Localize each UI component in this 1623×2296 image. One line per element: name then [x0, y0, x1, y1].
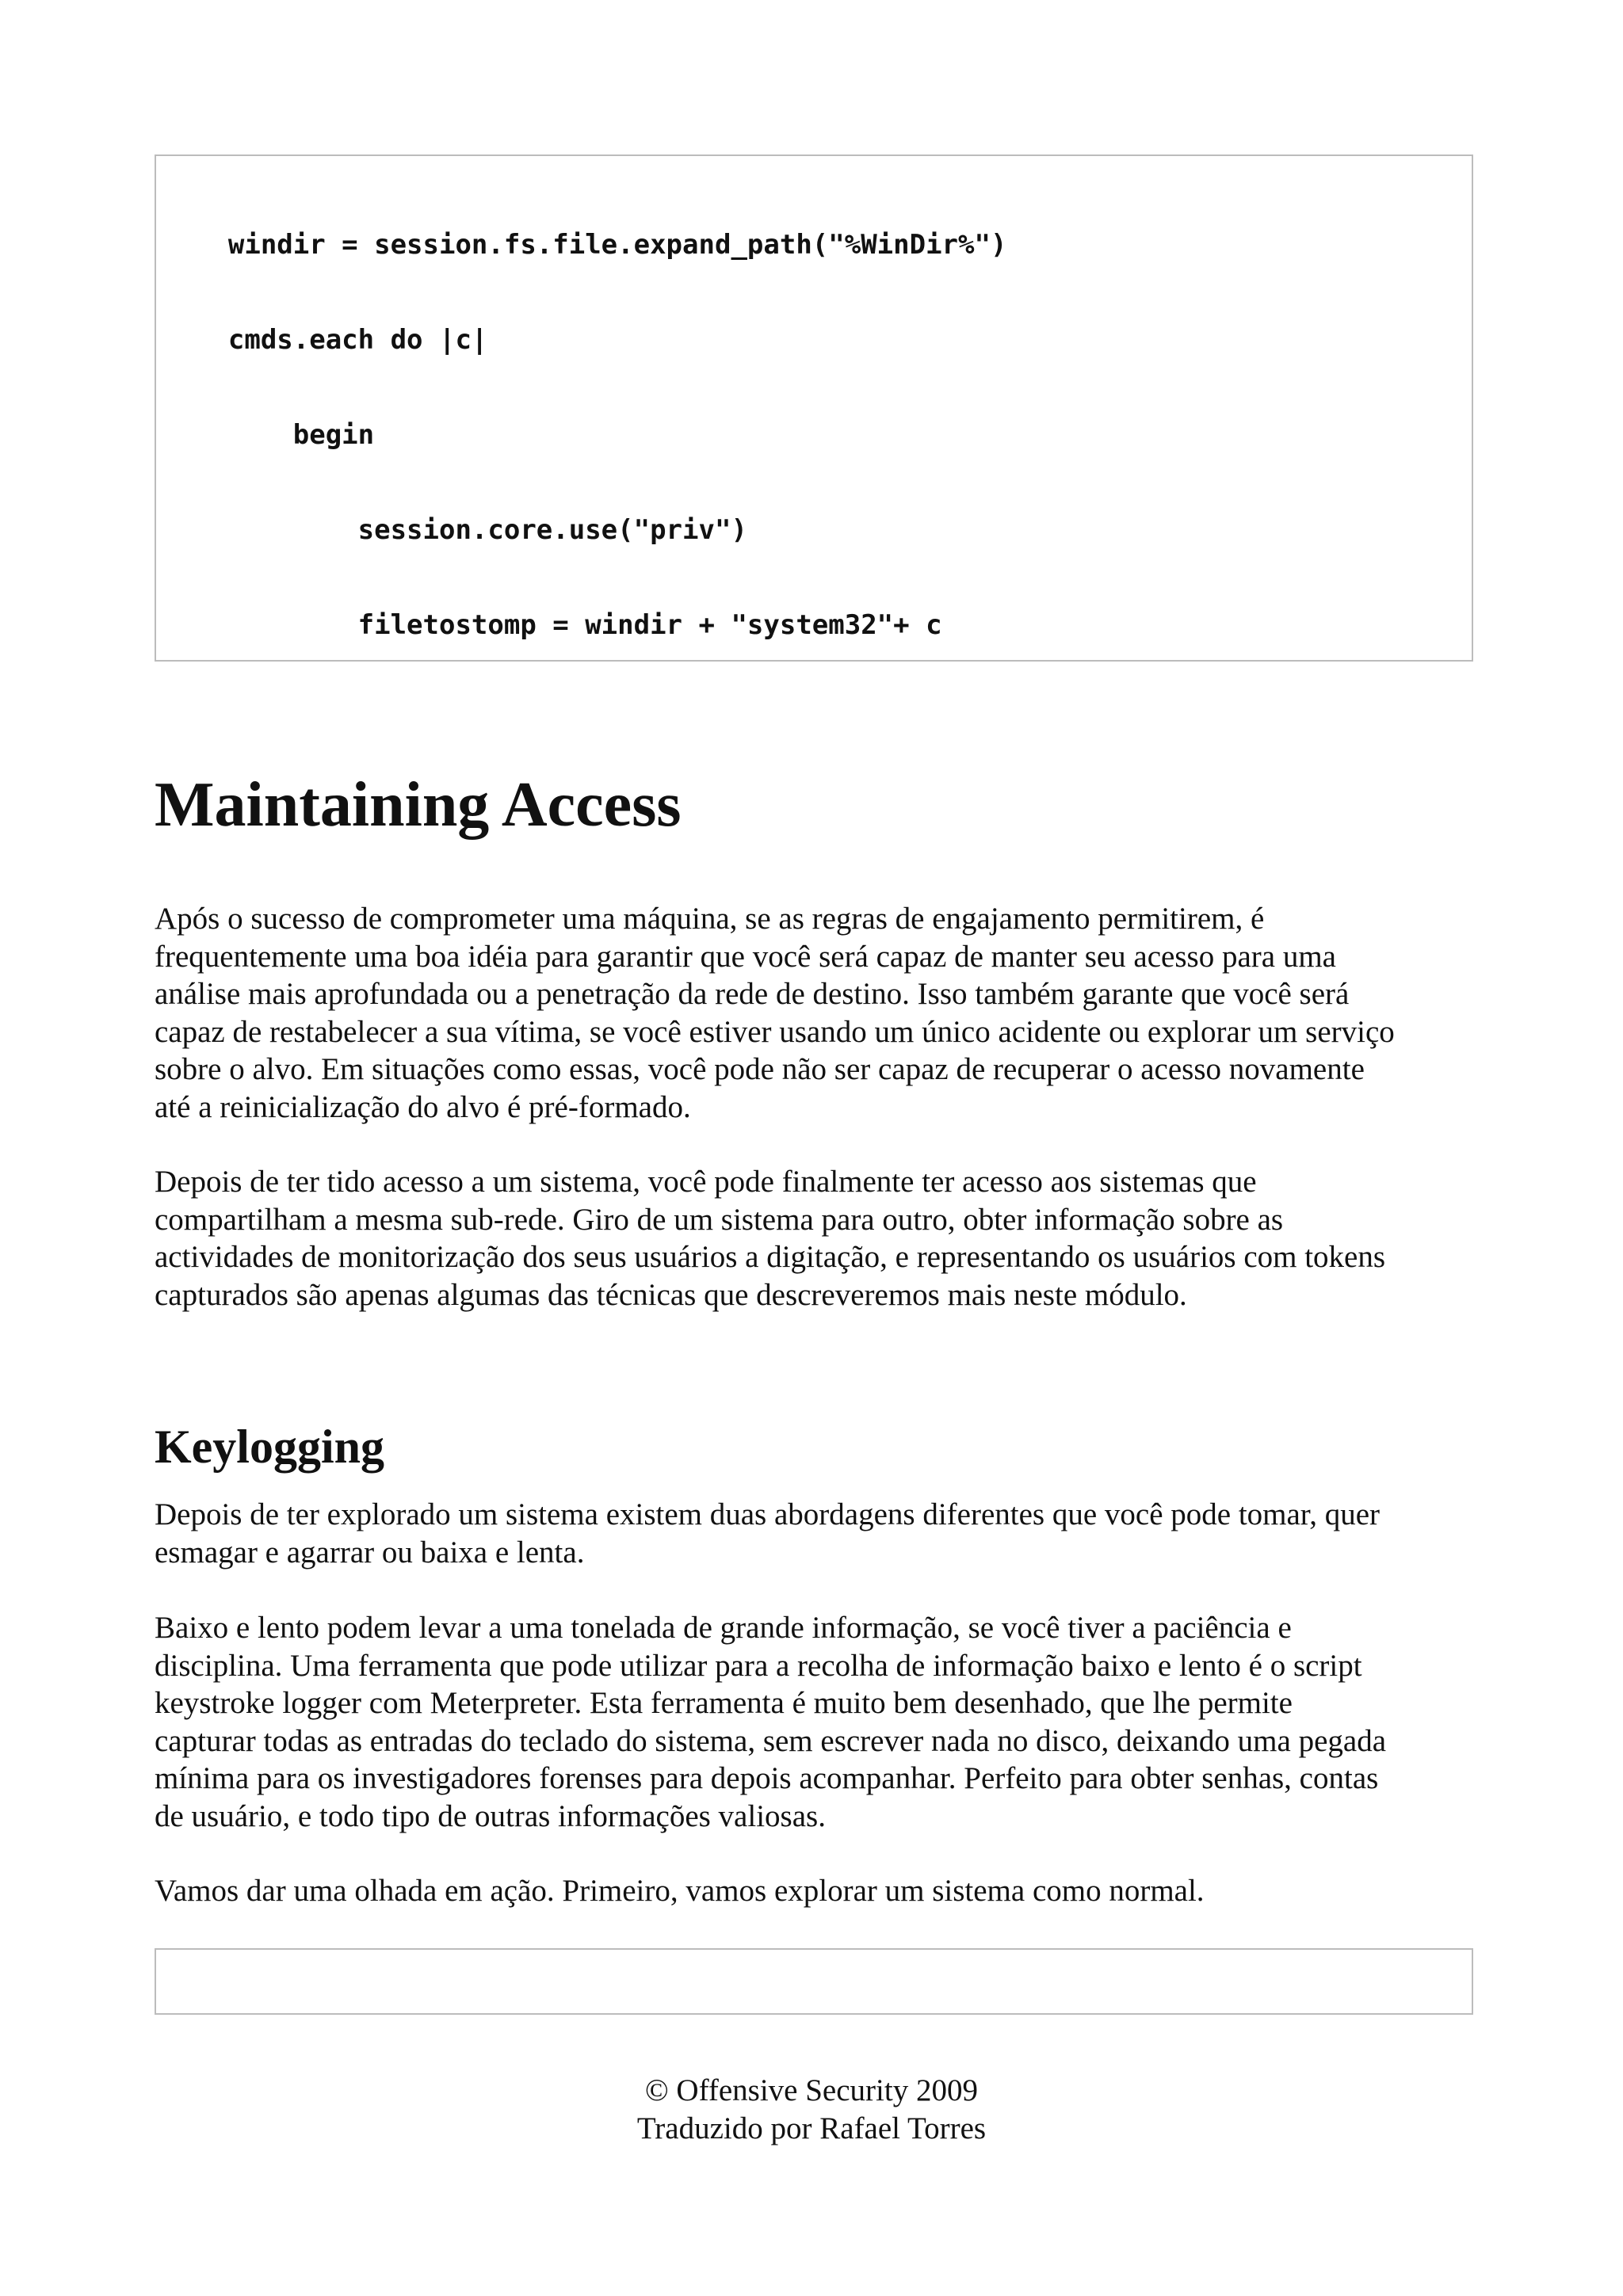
paragraph-line: esmagar e agarrar ou baixa e lenta.	[155, 1535, 585, 1569]
code-line: session.core.use("priv")	[163, 514, 747, 546]
paragraph-line: capturar todas as entradas do teclado do sistema, sem escrever nada no disco, deixando uma pegada	[155, 1723, 1387, 1758]
footer-copyright: © Offensive Security 2009	[645, 2073, 978, 2107]
paragraph-line: análise mais aprofundada ou a penetração da rede de destino. Isso também garante que você será	[155, 977, 1350, 1011]
subsection-heading-keylogging: Keylogging	[155, 1421, 385, 1473]
paragraph-subnet	[155, 1163, 1478, 1314]
paragraph-line: até a reinicialização do alvo é pré-formado.	[155, 1089, 691, 1124]
paragraph-low-and-slow	[155, 1609, 1478, 1835]
code-block-ruby	[155, 154, 1473, 662]
paragraph-line: capturados são apenas algumas das técnicas que descreveremos mais neste módulo.	[155, 1277, 1187, 1312]
code-line: begin	[163, 419, 375, 451]
paragraph-line: actividades de monitorização dos seus usuários a digitação, e representando os usuários com tokens	[155, 1240, 1386, 1274]
paragraph-intro	[155, 900, 1478, 1126]
paragraph-line: Depois de ter explorado um sistema existem duas abordagens diferentes que você pode tomar, quer	[155, 1497, 1381, 1531]
code-line: cmds.each do |c|	[163, 324, 488, 356]
paragraph-line: compartilham a mesma sub-rede. Giro de um sistema para outro, obter informação sobre as	[155, 1202, 1284, 1237]
paragraph-line: Depois de ter tido acesso a um sistema, você pode finalmente ter acesso aos sistemas que	[155, 1165, 1257, 1199]
paragraph-line: capaz de restabelecer a sua vítima, se você estiver usando um único acidente ou explorar um serviço	[155, 1014, 1395, 1049]
paragraph-line: mínima para os investigadores forenses para depois acompanhar. Perfeito para obter senhas, contas	[155, 1761, 1379, 1795]
code-line: filetostomp = windir + "system32"+ c	[163, 609, 942, 641]
code-block-msf-console	[155, 1948, 1473, 2015]
section-heading-maintaining-access: Maintaining Access	[155, 770, 682, 840]
paragraph-line: Baixo e lento podem levar a uma tonelada de grande informação, se você tiver a paciência e	[155, 1611, 1292, 1645]
footer-translator: Traduzido por Rafael Torres	[636, 2111, 987, 2145]
paragraph-line: Após o sucesso de comprometer uma máquina, se as regras de engajamento permitirem, é	[155, 902, 1265, 936]
paragraph-line: Vamos dar uma olhada em ação. Primeiro, vamos explorar um sistema como normal.	[155, 1874, 1205, 1908]
paragraph-line: disciplina. Uma ferramenta que pode utilizar para a recolha de informação baixo e lento é o script	[155, 1648, 1362, 1683]
paragraph-approaches	[155, 1496, 1478, 1571]
paragraph-line: keystroke logger com Meterpreter. Esta ferramenta é muito bem desenhado, que lhe permite	[155, 1686, 1293, 1720]
paragraph-line: frequentemente uma boa idéia para garantir que você será capaz de manter seu acesso para uma	[155, 939, 1336, 974]
code-line: windir = session.fs.file.expand_path("%WinDir%")	[163, 229, 1007, 261]
paragraph-lets-see	[155, 1872, 1478, 1910]
paragraph-line: sobre o alvo. Em situações como essas, você pode não ser capaz de recuperar o acesso novamente	[155, 1052, 1365, 1086]
paragraph-line: de usuário, e todo tipo de outras informações valiosas.	[155, 1798, 826, 1833]
